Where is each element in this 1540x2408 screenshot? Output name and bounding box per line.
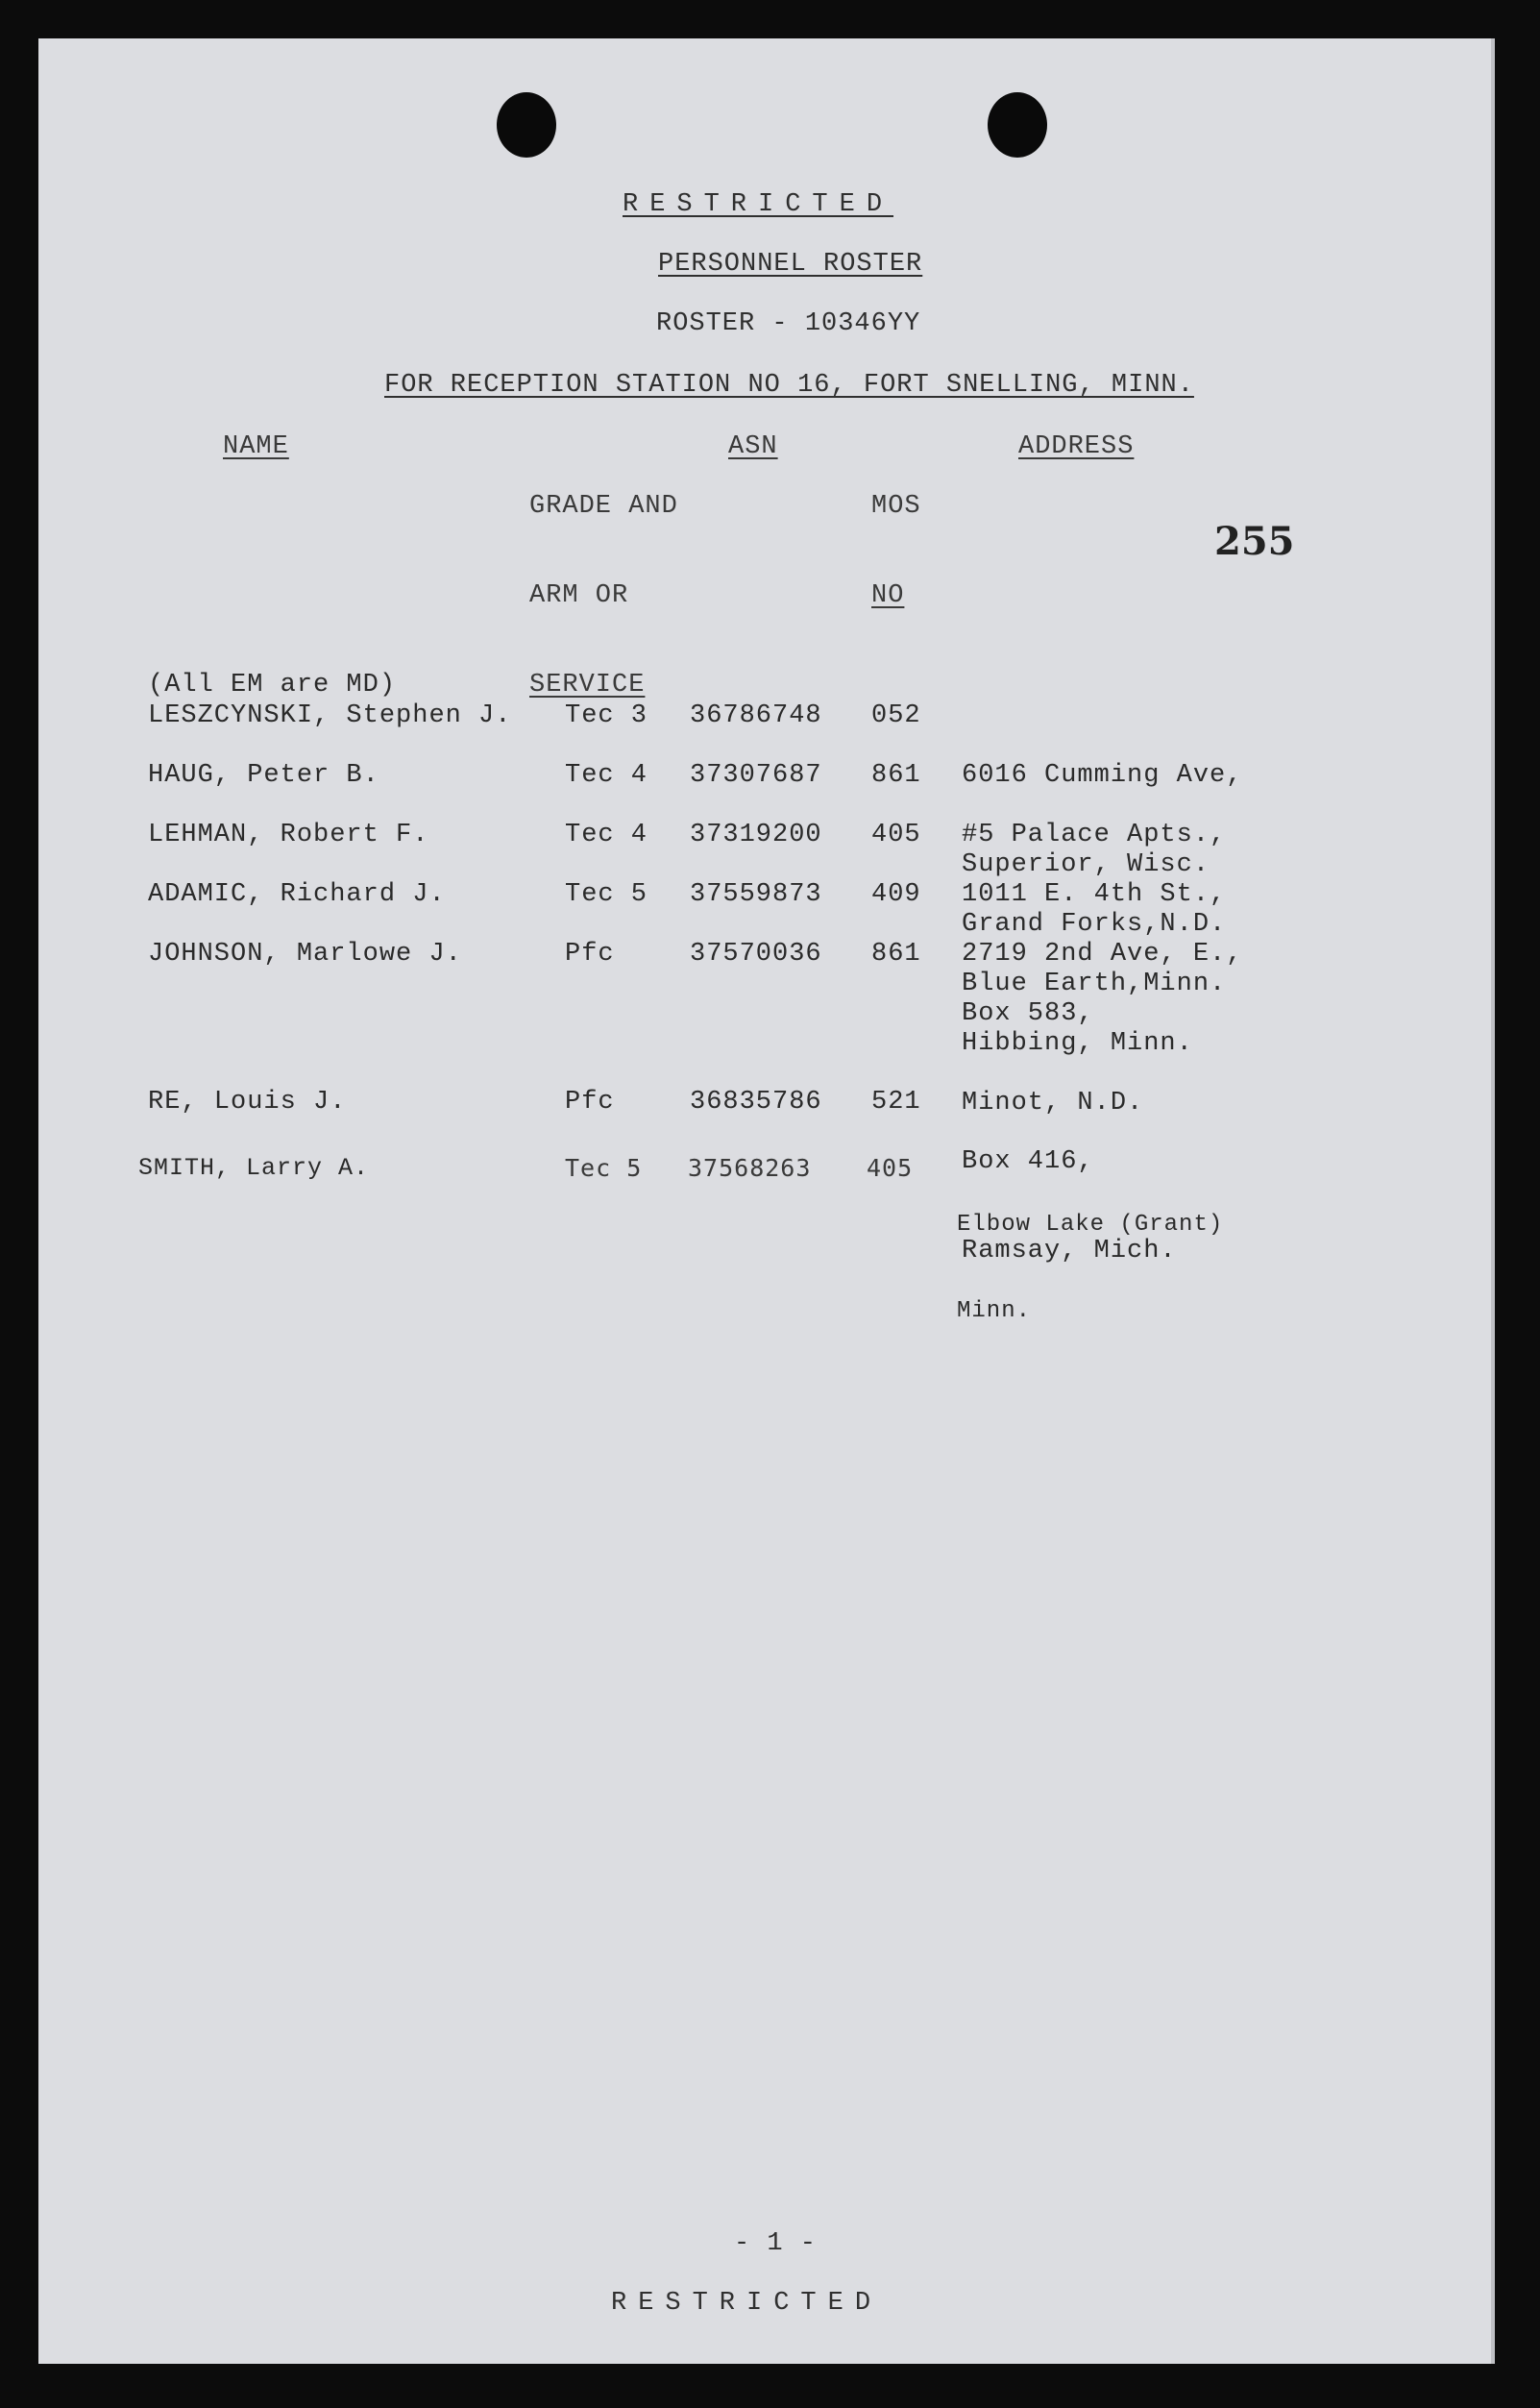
mos: 521: [871, 1088, 921, 1117]
address-line-1: 2719 2nd Ave, E.,: [962, 940, 1243, 969]
mos: 405: [871, 821, 921, 849]
address-line-1: 1011 E. 4th St.,: [962, 880, 1227, 909]
grade: Pfc: [565, 1088, 615, 1117]
column-header-name: NAME: [223, 432, 289, 461]
grade: Tec 3: [565, 701, 648, 730]
address-line-1: Box 583,: [962, 999, 1094, 1028]
mos: 861: [871, 761, 921, 790]
soldier-name: JOHNSON, Marlowe J.: [148, 940, 462, 969]
asn: 37570036: [690, 940, 822, 969]
address-line-2: Minot, N.D.: [962, 1089, 1144, 1118]
soldier-name: SMITH, Larry A.: [138, 1154, 370, 1182]
column-header-mos-line-2: NO: [871, 581, 905, 610]
address-line-2: Grand Forks,N.D.: [962, 910, 1227, 939]
address-line-2: Minn.: [957, 1298, 1032, 1324]
mos: 409: [871, 880, 921, 909]
column-header-mos: [871, 432, 938, 671]
asn: 37319200: [690, 821, 822, 849]
address-line-2: Superior, Wisc.: [962, 850, 1210, 879]
punch-hole-right: [988, 92, 1047, 158]
mos: 405: [867, 1154, 914, 1182]
grade: Pfc: [565, 940, 615, 969]
mos: 861: [871, 940, 921, 969]
document-title: PERSONNEL ROSTER: [658, 250, 923, 279]
grade: Tec 5: [565, 880, 648, 909]
address-line-1: #5 Palace Apts.,: [962, 821, 1227, 849]
column-header-asn: ASN: [728, 432, 778, 461]
grade: Tec 4: [565, 761, 648, 790]
classification-top: RESTRICTED: [623, 190, 894, 219]
soldier-name: LESZCYNSKI, Stephen J.: [148, 701, 512, 730]
roster-page: [38, 38, 1495, 2364]
column-header-grade-line-2: ARM OR: [529, 581, 629, 610]
address-line-2: Blue Earth,Minn.: [962, 970, 1227, 998]
column-header-address: ADDRESS: [1018, 432, 1135, 461]
asn: 37559873: [690, 880, 822, 909]
soldier-name: RE, Louis J.: [148, 1088, 347, 1117]
grade: Tec 4: [565, 821, 648, 849]
address-line-1: 6016 Cumming Ave,: [962, 761, 1243, 790]
address-line-2: Hibbing, Minn.: [962, 1029, 1193, 1058]
classification-bottom: RESTRICTED: [611, 2289, 883, 2318]
page-number-stamp: 255: [1214, 519, 1295, 564]
address-line-1: Box 416,: [962, 1147, 1094, 1176]
asn: 37568263: [688, 1154, 812, 1182]
mos: 052: [871, 701, 921, 730]
roster-number: ROSTER - 10346YY: [656, 309, 921, 338]
soldier-name: HAUG, Peter B.: [148, 761, 379, 790]
column-header-grade-line-3: SERVICE: [529, 671, 646, 700]
asn: 36786748: [690, 701, 822, 730]
address-line-2: Ramsay, Mich.: [962, 1237, 1177, 1265]
column-header-grade-line-1: GRADE AND: [529, 492, 678, 521]
page-footer-number: - 1 -: [734, 2229, 818, 2258]
grade: Tec 5: [565, 1154, 643, 1182]
soldier-name: LEHMAN, Robert F.: [148, 821, 429, 849]
asn: 36835786: [690, 1088, 822, 1117]
station-line: FOR RECEPTION STATION NO 16, FORT SNELLING, MINN.: [384, 371, 1194, 400]
note-all-em-md: (All EM are MD): [148, 671, 397, 700]
asn: 37307687: [690, 761, 822, 790]
address-line-1: Elbow Lake (Grant): [957, 1212, 1224, 1238]
address: [957, 1153, 1223, 1384]
column-header-mos-line-1: MOS: [871, 492, 921, 521]
punch-hole-left: [497, 92, 556, 158]
soldier-name: ADAMIC, Richard J.: [148, 880, 446, 909]
